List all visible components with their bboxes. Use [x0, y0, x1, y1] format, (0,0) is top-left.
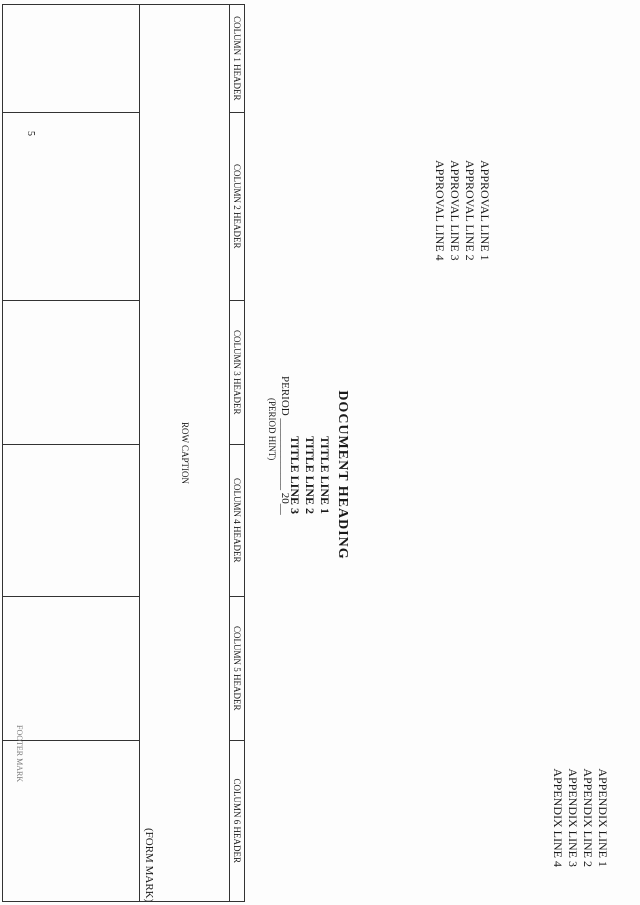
table-row-caption: ROW CAPTION — [140, 5, 230, 902]
approval-line: APPROVAL LINE 1 — [478, 160, 492, 261]
table-header-cell: COLUMN 5 HEADER — [230, 596, 245, 740]
report-table — [2, 4, 245, 902]
table-cell — [3, 300, 140, 444]
reporting-period: PERIOD _____________ 20__ — [279, 376, 291, 515]
table-header-cell: COLUMN 1 HEADER — [230, 5, 245, 113]
table-header-cell: COLUMN 3 HEADER — [230, 300, 245, 444]
approval-line: APPROVAL LINE 4 — [433, 160, 447, 261]
footer-mark: FOOTER MARK — [15, 725, 24, 783]
document-title — [287, 155, 350, 795]
table-header-row — [230, 5, 245, 902]
title-heading: DOCUMENT HEADING — [335, 390, 350, 560]
appendix-line: APPENDIX LINE 4 — [551, 768, 565, 867]
table-cell — [3, 596, 140, 740]
page-number: 5 — [25, 131, 36, 136]
appendix-line: APPENDIX LINE 1 — [596, 768, 610, 867]
form-mark: (FORM MARK) — [143, 828, 155, 903]
title-line: TITLE LINE 3 — [288, 435, 302, 515]
table-header-cell: COLUMN 6 HEADER — [230, 740, 245, 902]
table-header-cell: COLUMN 4 HEADER — [230, 444, 245, 596]
approval-block — [432, 160, 492, 380]
table-header-cell: COLUMN 2 HEADER — [230, 112, 245, 300]
approval-line: APPROVAL LINE 3 — [448, 160, 462, 261]
table-row — [140, 5, 230, 902]
table-cell — [3, 5, 140, 113]
table-cell — [3, 444, 140, 596]
title-line: TITLE LINE 2 — [303, 435, 317, 515]
appendix-line: APPENDIX LINE 2 — [581, 768, 595, 867]
approval-line: APPROVAL LINE 2 — [463, 160, 477, 261]
reporting-period-hint: (PERIOD HINT) — [267, 398, 277, 461]
title-line: TITLE LINE 1 — [318, 435, 332, 515]
table-cell — [3, 112, 140, 300]
appendix-line: APPENDIX LINE 3 — [566, 768, 580, 867]
appendix-header — [550, 567, 610, 867]
